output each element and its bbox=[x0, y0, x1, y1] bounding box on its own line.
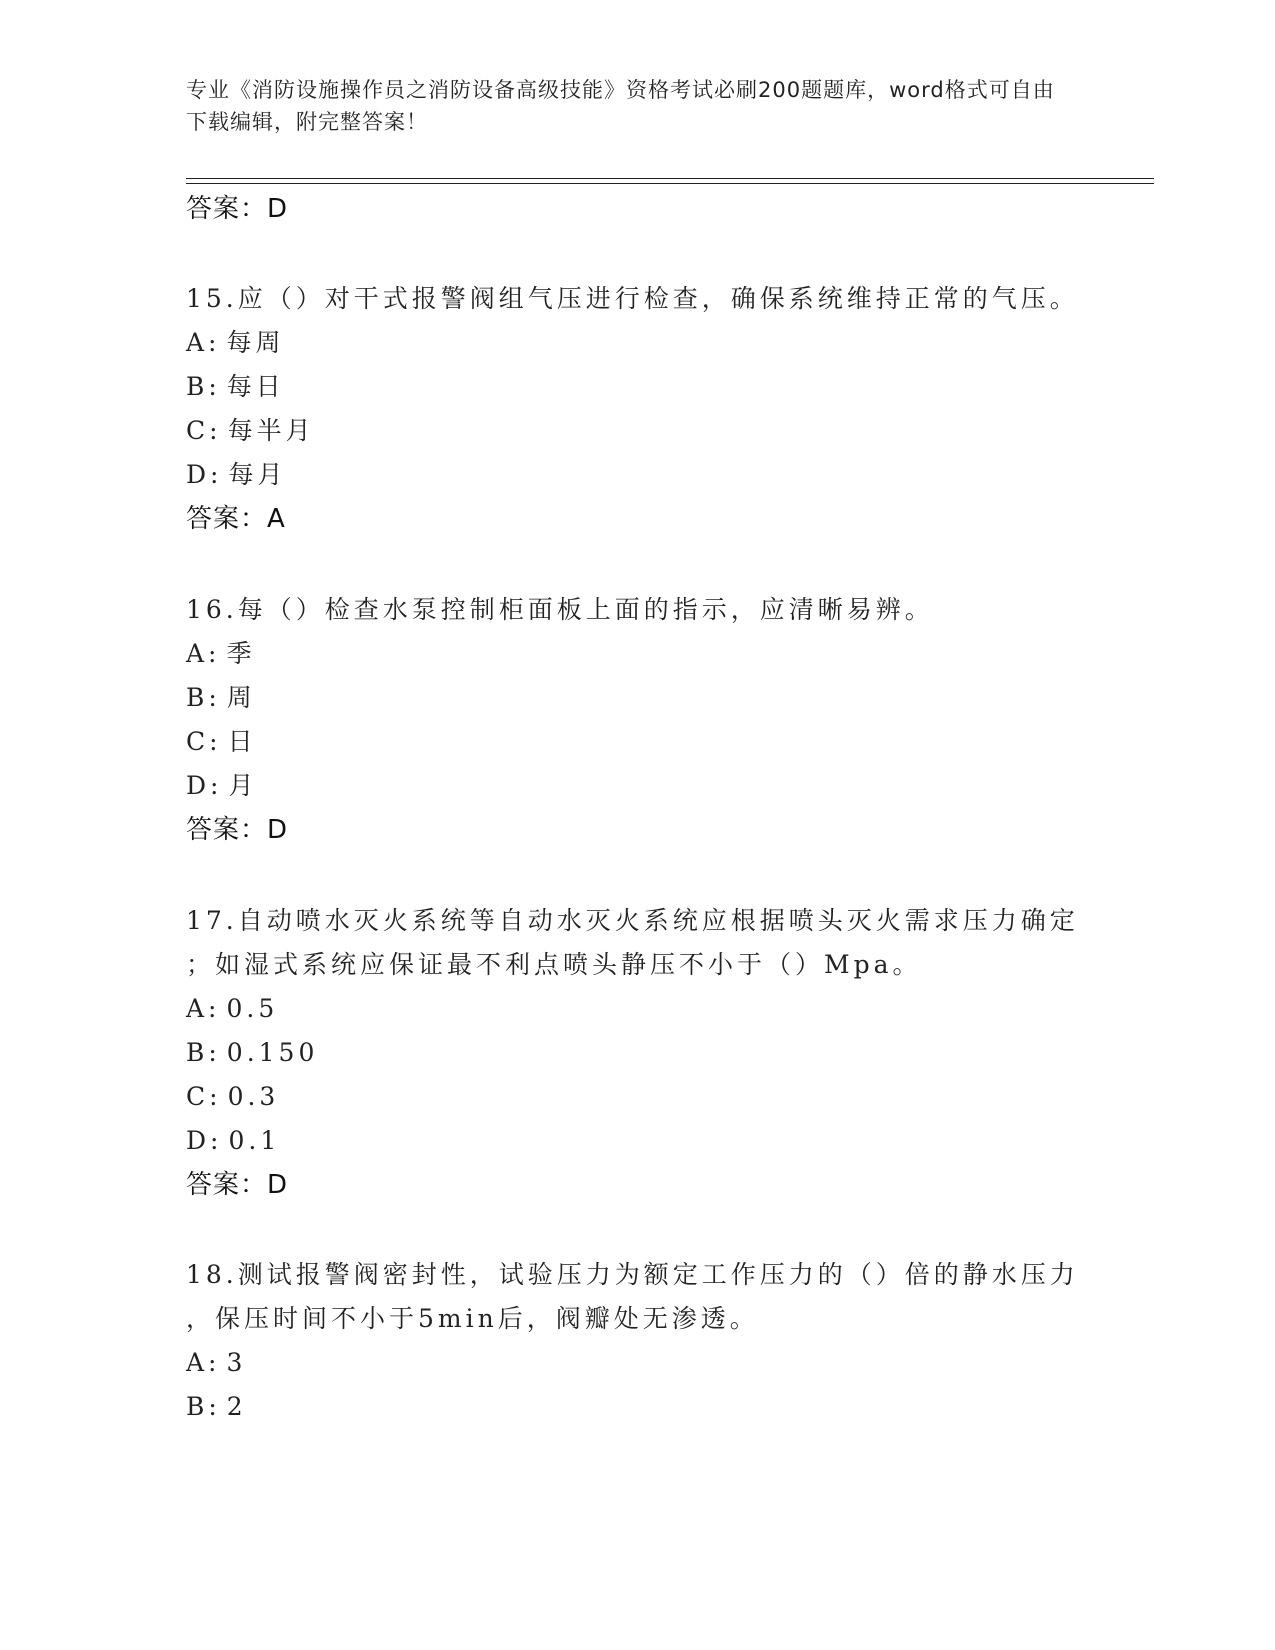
answer-line bbox=[186, 193, 288, 225]
option-text: 2 bbox=[226, 1392, 247, 1421]
answer-label: 答案： bbox=[186, 504, 268, 534]
question-text: 每（）检查水泵控制柜面板上面的指示，应清晰易辨。 bbox=[237, 595, 934, 624]
option-a bbox=[186, 993, 278, 1025]
answer-label: 答案： bbox=[186, 815, 268, 845]
option-text: 周 bbox=[226, 683, 256, 712]
option-d bbox=[186, 770, 257, 802]
option-label: A: bbox=[186, 328, 221, 357]
option-b bbox=[186, 1391, 247, 1423]
option-label: B: bbox=[186, 683, 221, 712]
question-text: 自动喷水灭火系统等自动水灭火系统应根据喷头灭火需求压力确定 bbox=[237, 906, 1079, 935]
option-text: 每半月 bbox=[227, 416, 315, 445]
option-text: 3 bbox=[226, 1348, 247, 1377]
option-label: D: bbox=[186, 460, 223, 489]
option-c bbox=[186, 415, 315, 447]
question-text: 测试报警阀密封性，试验压力为额定工作压力的（）倍的静水压力 bbox=[237, 1260, 1079, 1289]
answer-value: D bbox=[267, 815, 289, 845]
question-number: 16. bbox=[186, 595, 238, 624]
option-text: 每周 bbox=[226, 328, 285, 357]
option-label: A: bbox=[186, 994, 221, 1023]
option-b bbox=[186, 371, 285, 403]
option-b bbox=[186, 1037, 318, 1069]
question-text: ；如湿式系统应保证最不利点喷头静压不小于（）Mpa。 bbox=[186, 950, 922, 979]
option-a bbox=[186, 327, 285, 359]
option-text: 月 bbox=[228, 771, 258, 800]
answer-label: 答案： bbox=[186, 194, 268, 224]
question-stem-continued bbox=[186, 1303, 759, 1335]
question-stem bbox=[186, 905, 1079, 937]
question-number: 15. bbox=[186, 284, 238, 313]
option-text: 每日 bbox=[226, 372, 285, 401]
option-label: C: bbox=[186, 727, 222, 756]
answer-line bbox=[186, 503, 286, 535]
answer-label: 答案： bbox=[186, 1170, 268, 1200]
option-text: 0.3 bbox=[227, 1082, 280, 1111]
answer-line bbox=[186, 814, 288, 846]
answer-value: D bbox=[267, 1170, 289, 1200]
answer-value: D bbox=[267, 194, 289, 224]
option-label: C: bbox=[186, 416, 222, 445]
option-text: 每月 bbox=[228, 460, 287, 489]
option-label: A: bbox=[186, 639, 221, 668]
option-text: 0.5 bbox=[226, 994, 279, 1023]
option-text: 日 bbox=[227, 727, 257, 756]
option-text: 0.1 bbox=[228, 1126, 281, 1155]
header-rule-top bbox=[186, 178, 1154, 179]
option-d bbox=[186, 1125, 280, 1157]
answer-line bbox=[186, 1169, 288, 1201]
option-c bbox=[186, 1081, 279, 1113]
header-rule-bottom bbox=[186, 183, 1154, 184]
option-label: D: bbox=[186, 771, 223, 800]
option-label: B: bbox=[186, 1038, 221, 1067]
option-label: D: bbox=[186, 1126, 223, 1155]
question-number: 18. bbox=[186, 1260, 238, 1289]
option-a bbox=[186, 1347, 246, 1379]
document-header: 专业《消防设施操作员之消防设备高级技能》资格考试必刷200题题库，word格式可自由下载编辑，附完整答案！ bbox=[186, 78, 1055, 134]
question-stem-continued bbox=[186, 949, 922, 981]
option-text: 0.150 bbox=[226, 1038, 319, 1067]
question-stem bbox=[186, 1259, 1079, 1291]
option-a bbox=[186, 638, 256, 670]
option-label: B: bbox=[186, 372, 221, 401]
option-text: 季 bbox=[226, 639, 256, 668]
option-label: C: bbox=[186, 1082, 222, 1111]
question-stem bbox=[186, 594, 934, 626]
question-stem bbox=[186, 283, 1079, 315]
option-c bbox=[186, 726, 257, 758]
question-text: ，保压时间不小于5min后，阀瓣处无渗透。 bbox=[186, 1304, 759, 1333]
answer-value: A bbox=[267, 504, 286, 534]
option-b bbox=[186, 682, 256, 714]
option-label: A: bbox=[186, 1348, 221, 1377]
question-number: 17. bbox=[186, 906, 238, 935]
option-label: B: bbox=[186, 1392, 221, 1421]
question-text: 应（）对干式报警阀组气压进行检查，确保系统维持正常的气压。 bbox=[237, 284, 1079, 313]
option-d bbox=[186, 459, 286, 491]
